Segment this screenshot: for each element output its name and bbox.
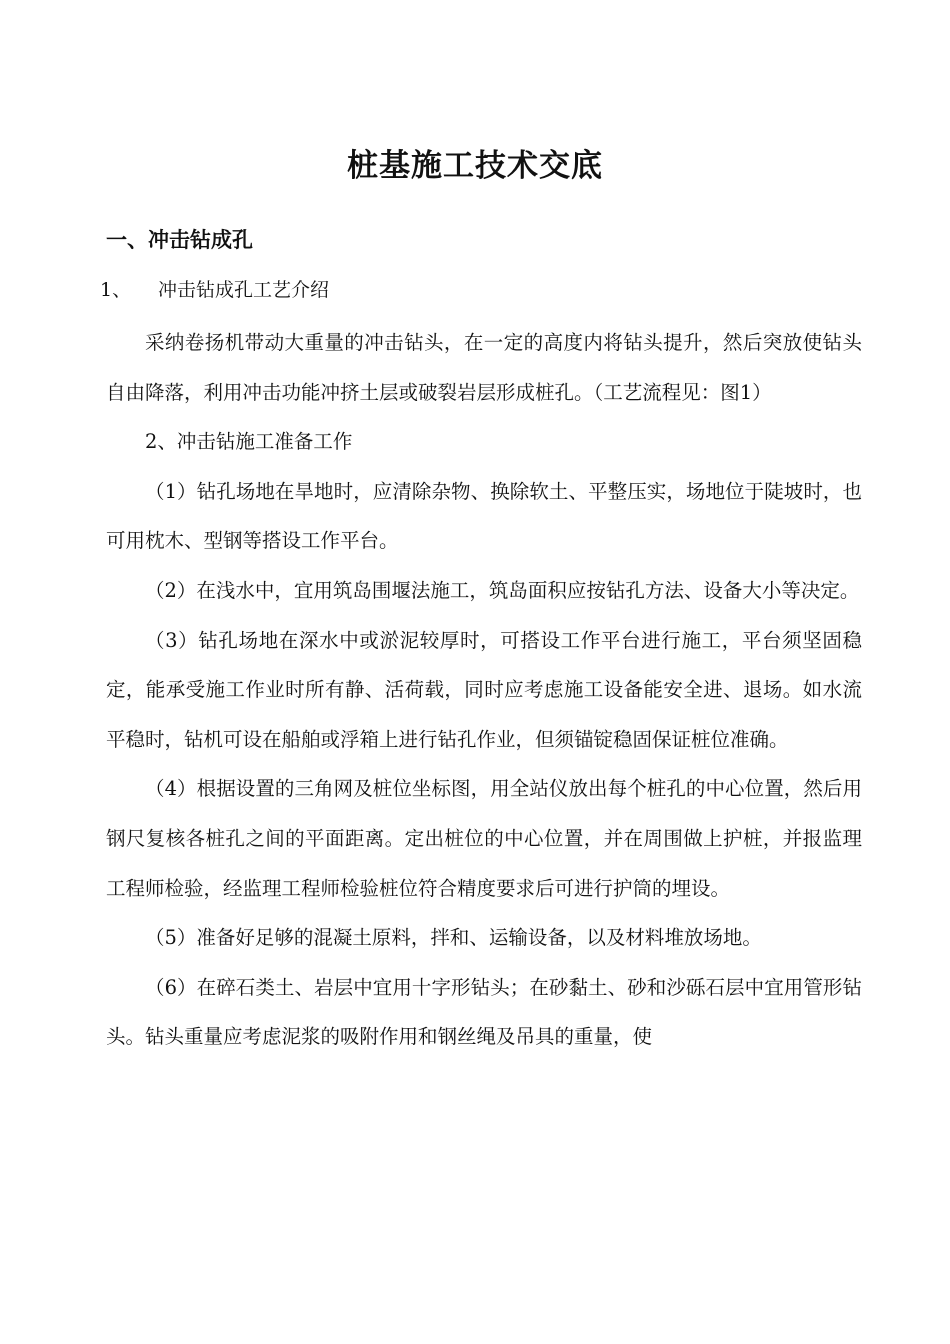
item-text: 冲击钻成孔工艺介绍 (158, 279, 330, 301)
paragraph-item-1: （1）钻孔场地在旱地时，应清除杂物、换除软土、平整压实，场地位于陡坡时，也可用枕木、型钢等搭设工作平台。 (106, 479, 862, 553)
paragraph-subheading-2: 2、冲击钻施工准备工作 (145, 430, 353, 454)
numbered-item-1 (100, 272, 329, 308)
item-number: 1、 (100, 279, 132, 301)
paragraph-item-5: （5）准备好足够的混凝土原料，拌和、运输设备，以及材料堆放场地。 (145, 926, 762, 950)
paragraph-intro: 采纳卷扬机带动大重量的冲击钻头，在一定的高度内将钻头提升，然后突放使钻头自由降落，利用冲击功能冲挤土层或破裂岩层形成桩孔。（工艺流程见：图1） (106, 331, 862, 404)
paragraph-item-4: （4）根据设置的三角网及桩位坐标图，用全站仪放出每个桩孔的中心位置，然后用钢尺复核各桩孔之间的平面距离。定出桩位的中心位置，并在周围做上护桩，并报监理工程师检验，经监理工程师检验桩位符合精度要求后可进行护筒的埋设。 (106, 777, 862, 900)
paragraph-item-3: （3）钻孔场地在深水中或淤泥较厚时，可搭设工作平台进行施工，平台须坚固稳定，能承受施工作业时所有静、活荷载，同时应考虑施工设备能安全进、退场。如水流平稳时，钻机可设在船舶或浮箱上进行钻孔作业，但须锚锭稳固保证桩位准确。 (106, 628, 862, 751)
document-title: 桩基施工技术交底 (347, 148, 603, 184)
paragraph-item-6: （6）在碎石类土、岩层中宜用十字形钻头；在砂黏土、砂和沙砾石层中宜用管形钻头。钻头重量应考虑泥浆的吸附作用和钢丝绳及吊具的重量，使 (106, 975, 862, 1049)
document-body (106, 318, 862, 1062)
paragraph-item-2: （2）在浅水中，宜用筑岛围堰法施工，筑岛面积应按钻孔方法、设备大小等决定。 (145, 578, 860, 602)
section-heading: 一、冲击钻成孔 (106, 227, 253, 252)
